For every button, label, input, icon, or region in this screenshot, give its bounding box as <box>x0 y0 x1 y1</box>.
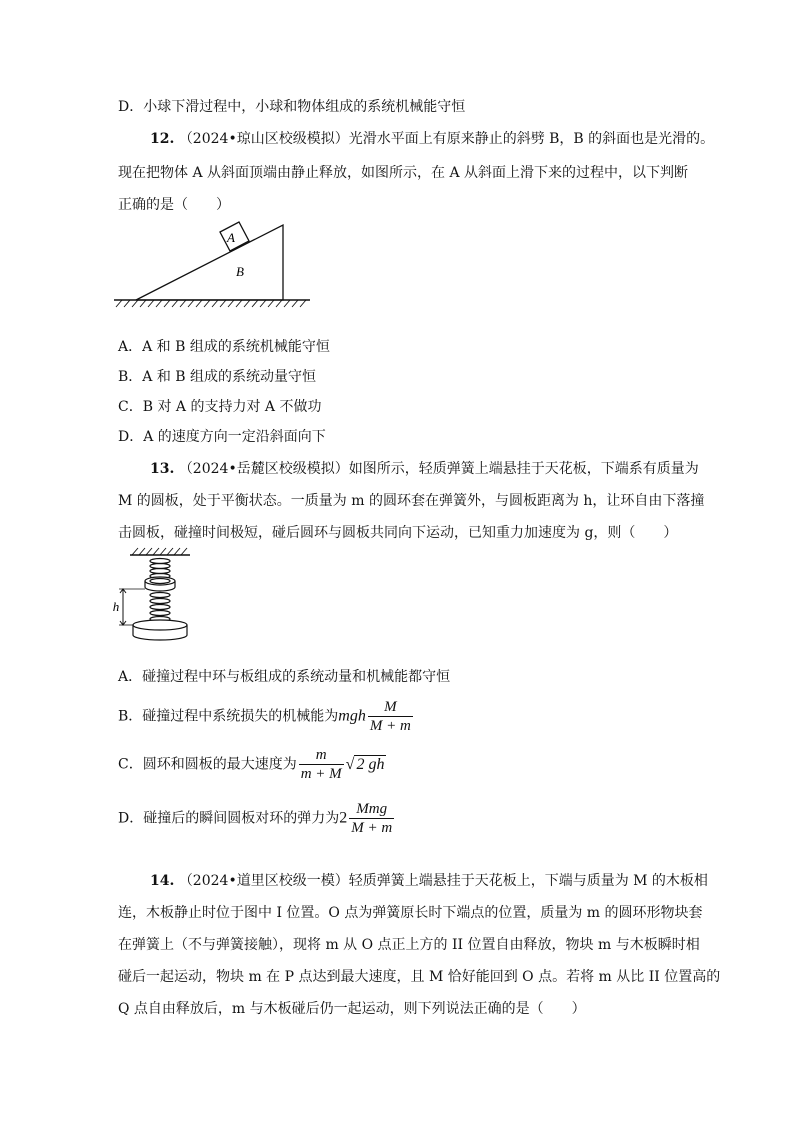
q12-option-d: D．A 的速度方向一定沿斜面向下 <box>118 429 326 445</box>
q12-option-c: C．B 对 A 的支持力对 A 不做功 <box>118 399 322 415</box>
q13-stem-text1: （2024•岳麓区校级模拟）如图所示，轻质弹簧上端悬挂于天花板，下端系有质量为 <box>178 461 699 477</box>
q12-stem-line3: 正确的是（ ） <box>118 197 230 213</box>
q13-option-c-num: m <box>299 746 344 765</box>
q12-stem-line2: 现在把物体 A 从斜面顶端由静止释放，如图所示，在 A 从斜面上滑下来的过程中，以下判断 <box>118 165 689 181</box>
q12-number: 12. <box>150 131 175 147</box>
q13-spring-figure <box>105 545 200 645</box>
q13-stem-line1 <box>150 458 699 478</box>
q13-option-c-radicand: 2 gh <box>356 755 385 773</box>
q13-option-b <box>118 698 415 735</box>
q13-number: 13. <box>150 461 175 477</box>
q13-option-d-coef: 2 <box>339 809 348 827</box>
q13-option-b-den: M + m <box>369 718 411 734</box>
q13-option-c-den: m + M <box>300 766 342 782</box>
q14-stem-text1: （2024•道里区校级一模）轻质弹簧上端悬挂于天花板上，下端与质量为 M 的木板相 <box>178 873 708 889</box>
q14-stem-line5: Q 点自由释放后，m 与木板碰后仍一起运动，则下列说法正确的是（ ） <box>118 1001 586 1017</box>
q13-option-b-coef: mgh <box>338 707 366 725</box>
q13-option-b-text: B．碰撞过程中系统损失的机械能为 <box>118 708 339 725</box>
q12-incline-figure <box>110 215 320 315</box>
q14-stem-line3: 在弹簧上（不与弹簧接触），现将 m 从 O 点正上方的 II 位置自由释放，物块 m 与木板瞬时相 <box>118 937 700 953</box>
q14-number: 14. <box>150 873 175 889</box>
q13-option-d-text: D．碰撞后的瞬间圆板对环的弹力为 <box>118 810 340 827</box>
ring-m <box>145 577 175 591</box>
q13-option-c-fraction <box>299 746 344 783</box>
plate-m <box>133 620 187 640</box>
q13-option-b-num: M <box>368 698 413 717</box>
label-b: B <box>236 264 244 279</box>
q13-stem-line3: 击圆板，碰撞时间极短，碰后圆环与圆板共同向下运动，已知重力加速度为 g，则（ ） <box>118 525 678 541</box>
q13-option-d-den: M + m <box>351 820 393 836</box>
q11-option-d: D．小球下滑过程中，小球和物体组成的系统机械能守恒 <box>118 99 466 115</box>
q13-stem-line2: M 的圆板，处于平衡状态。一质量为 m 的圆环套在弹簧外，与圆板距离为 h，让环自由下落撞 <box>118 493 705 509</box>
q13-option-a: A．碰撞过程中环与板组成的系统动量和机械能都守恒 <box>118 669 451 685</box>
q12-option-a: A．A 和 B 组成的系统机械能守恒 <box>118 339 330 355</box>
q13-option-d <box>118 800 396 837</box>
q14-stem-line1 <box>150 870 708 890</box>
q12-option-b: B．A 和 B 组成的系统动量守恒 <box>118 369 317 385</box>
q13-option-c-text: C．圆环和圆板的最大速度为 <box>118 756 297 773</box>
q13-option-b-fraction <box>368 698 413 735</box>
label-a: A <box>227 230 235 245</box>
label-h: h <box>112 599 120 614</box>
q14-stem-line4: 碰后一起运动，物块 m 在 P 点达到最大速度，且 M 恰好能回到 O 点。若将 m 从比 II 位置高的 <box>118 969 721 985</box>
q13-option-c <box>118 746 386 783</box>
q14-stem-line2: 连，木板静止时位于图中 I 位置。O 点为弹簧原长时下端点的位置，质量为 m 的圆环形物块套 <box>118 905 703 921</box>
q12-stem-text1: （2024•琼山区校级模拟）光滑水平面上有原来静止的斜劈 B，B 的斜面也是光滑的。 <box>178 131 715 147</box>
q13-option-c-sqrt: √ 2 gh <box>345 755 385 773</box>
q13-option-d-fraction <box>349 800 394 837</box>
q13-option-d-num: Mmg <box>349 800 394 819</box>
wedge-b <box>136 225 283 300</box>
q12-stem-line1 <box>150 128 714 148</box>
